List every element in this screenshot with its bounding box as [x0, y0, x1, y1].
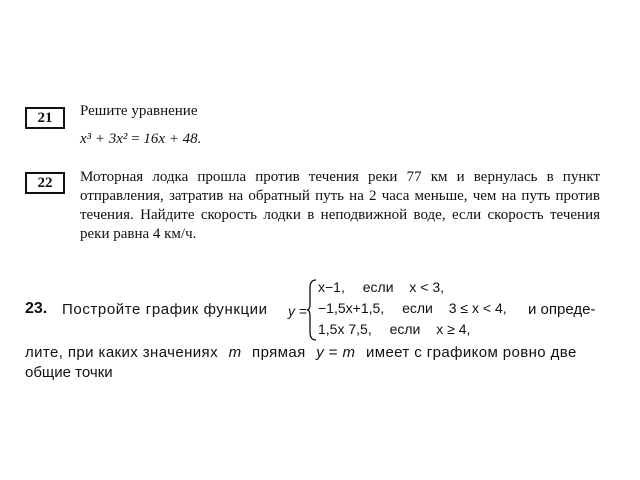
task-number-box: 22	[25, 172, 65, 194]
task-number: 23.	[25, 300, 48, 317]
case-condition: x < 3,	[409, 279, 445, 295]
case-keyword: если	[389, 321, 421, 337]
task-text-line	[25, 344, 577, 361]
equation-rhs: 16x + 48.	[143, 131, 202, 147]
task-prompt: Решите уравнение	[80, 103, 198, 119]
task-text-line: общие точки	[25, 364, 113, 381]
m-variable: m	[342, 344, 356, 361]
curly-brace-icon	[306, 278, 318, 342]
y-variable: y	[316, 344, 325, 361]
equals-sign: =	[131, 131, 140, 147]
equals-sign: =	[298, 303, 308, 319]
piecewise-case	[318, 300, 507, 316]
task-number-box: 21	[25, 107, 65, 129]
equals-sign: =	[328, 344, 338, 361]
y-variable: y	[288, 303, 295, 319]
case-expression: x−1,	[318, 279, 345, 295]
task-intro: Постройте график функции	[62, 301, 268, 318]
text-segment: имеет с графиком ровно две	[365, 344, 577, 361]
text-segment: лите, при каких значениях	[25, 344, 218, 361]
piecewise-case	[318, 279, 444, 295]
m-variable: m	[228, 344, 242, 361]
case-condition: x ≥ 4,	[436, 321, 471, 337]
text-segment: прямая	[252, 344, 306, 361]
task-text-tail: и опреде-	[528, 301, 596, 318]
case-condition: 3 ≤ x < 4,	[448, 300, 507, 316]
equation	[80, 131, 201, 148]
case-expression: 1,5x 7,5,	[318, 321, 372, 337]
piecewise-case	[318, 321, 470, 337]
case-keyword: если	[362, 279, 394, 295]
word-problem-text: Моторная лодка прошла против течения реки 77 км и вернулась в пункт отправления, затратив на обратный путь на 2 часа меньше, чем на путь против течения. Найдите скорость лодки в неподвижной воде, если скорость течения реки равна 4 км/ч.	[80, 169, 600, 242]
case-keyword: если	[402, 300, 433, 316]
function-name	[288, 303, 307, 319]
case-expression: −1,5x+1,5,	[318, 300, 385, 316]
equation-lhs: x³ + 3x²	[80, 131, 128, 147]
